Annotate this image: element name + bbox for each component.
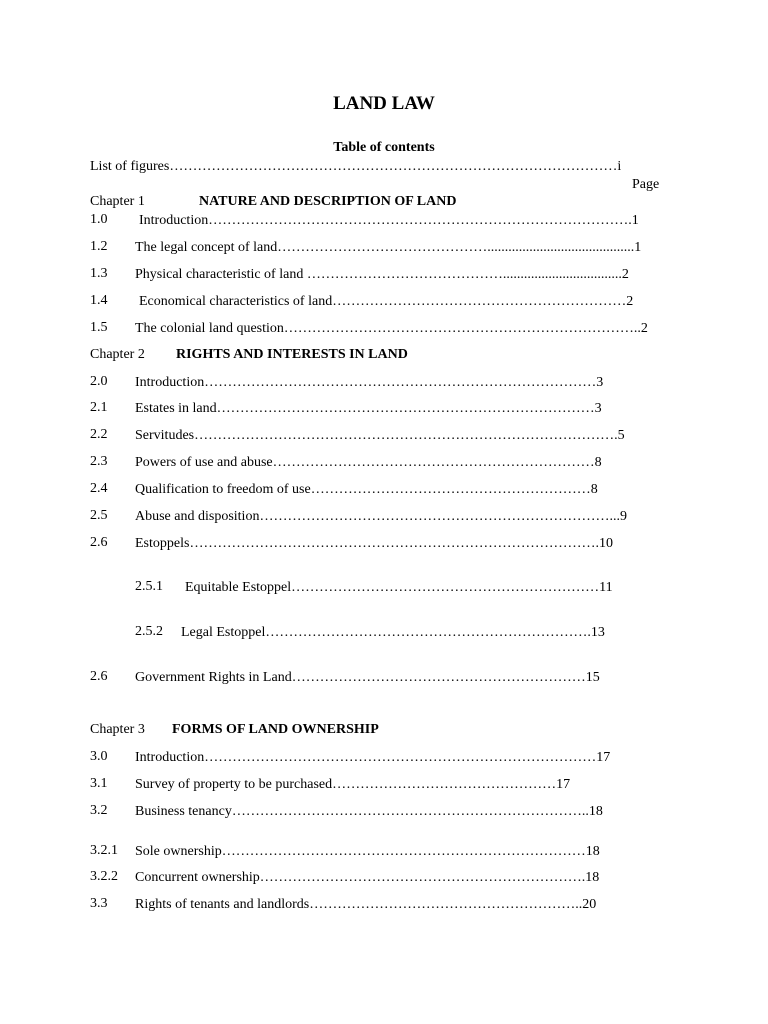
entry-number: 1.0 [90,212,108,227]
entry-number: 2.0 [90,374,108,389]
chapter-title: NATURE AND DESCRIPTION OF LAND [199,194,457,209]
toc-entry: Government Rights in Land………………………………………………………15 [135,670,600,685]
toc-entry: Introduction……………………………………………………………………………….1 [139,213,639,228]
toc-entry: Servitudes……………………………………………………………………………….5 [135,428,625,443]
entry-number: 2.2 [90,427,108,442]
list-of-figures-entry: List of figures……………………………………………………………………………………i [90,159,622,174]
entry-number: 3.1 [90,776,108,791]
toc-entry: Equitable Estoppel…………………………………………………………11 [185,580,613,595]
toc-entry: Physical characteristic of land ……………………………………..................................2 [135,267,629,282]
entry-number: 2.5.1 [135,579,163,594]
document-title: LAND LAW [333,93,435,114]
toc-entry: Estoppels…………………………………………………………………………….10 [135,536,613,551]
entry-number: 3.2.2 [90,869,118,884]
toc-entry: Survey of property to be purchased…………………………………………17 [135,777,571,792]
chapter-label: Chapter 3 [90,722,145,737]
chapter-label: Chapter 2 [90,347,145,362]
toc-entry: Introduction…………………………………………………………………………3 [135,375,604,390]
entry-number: 2.5 [90,508,108,523]
entry-number: 2.6 [90,669,108,684]
toc-entry: Legal Estoppel…………………………………………………………….13 [181,625,605,640]
entry-number: 1.4 [90,293,108,308]
toc-entry: Qualification to freedom of use……………………………………………………8 [135,482,598,497]
chapter-title: RIGHTS AND INTERESTS IN LAND [176,347,408,362]
toc-entry: Introduction…………………………………………………………………………17 [135,750,611,765]
entry-number: 2.1 [90,400,108,415]
chapter-title: FORMS OF LAND OWNERSHIP [172,722,379,737]
toc-entry: Business tenancy…………………………………………………………………..18 [135,804,603,819]
chapter-label: Chapter 1 [90,194,145,209]
page-column-label: Page [632,177,660,192]
entry-number: 3.0 [90,749,108,764]
entry-number: 1.3 [90,266,108,281]
entry-number: 1.2 [90,239,108,254]
entry-number: 2.5.2 [135,624,163,639]
entry-number: 2.6 [90,535,108,550]
toc-heading: Table of contents [333,140,435,155]
toc-entry: Estates in land………………………………………………………………………3 [135,401,602,416]
entry-number: 2.4 [90,481,108,496]
toc-entry: The colonial land question…………………………………………………………………..2 [135,321,648,336]
toc-entry: The legal concept of land………………………………………..........................................1 [135,240,642,255]
toc-entry: Rights of tenants and landlords…………………………………………………..20 [135,897,597,912]
toc-entry: Powers of use and abuse……………………………………………………………8 [135,455,602,470]
entry-number: 3.3 [90,896,108,911]
toc-entry: Concurrent ownership…………………………………………………………….18 [135,870,600,885]
toc-entry: Economical characteristics of land………………………………………………………2 [139,294,634,309]
entry-number: 3.2.1 [90,843,118,858]
entry-number: 1.5 [90,320,108,335]
entry-number: 2.3 [90,454,108,469]
entry-number: 3.2 [90,803,108,818]
toc-entry: Sole ownership……………………………………………………………………18 [135,844,600,859]
toc-entry: Abuse and disposition…………………………………………………………………...9 [135,509,627,524]
